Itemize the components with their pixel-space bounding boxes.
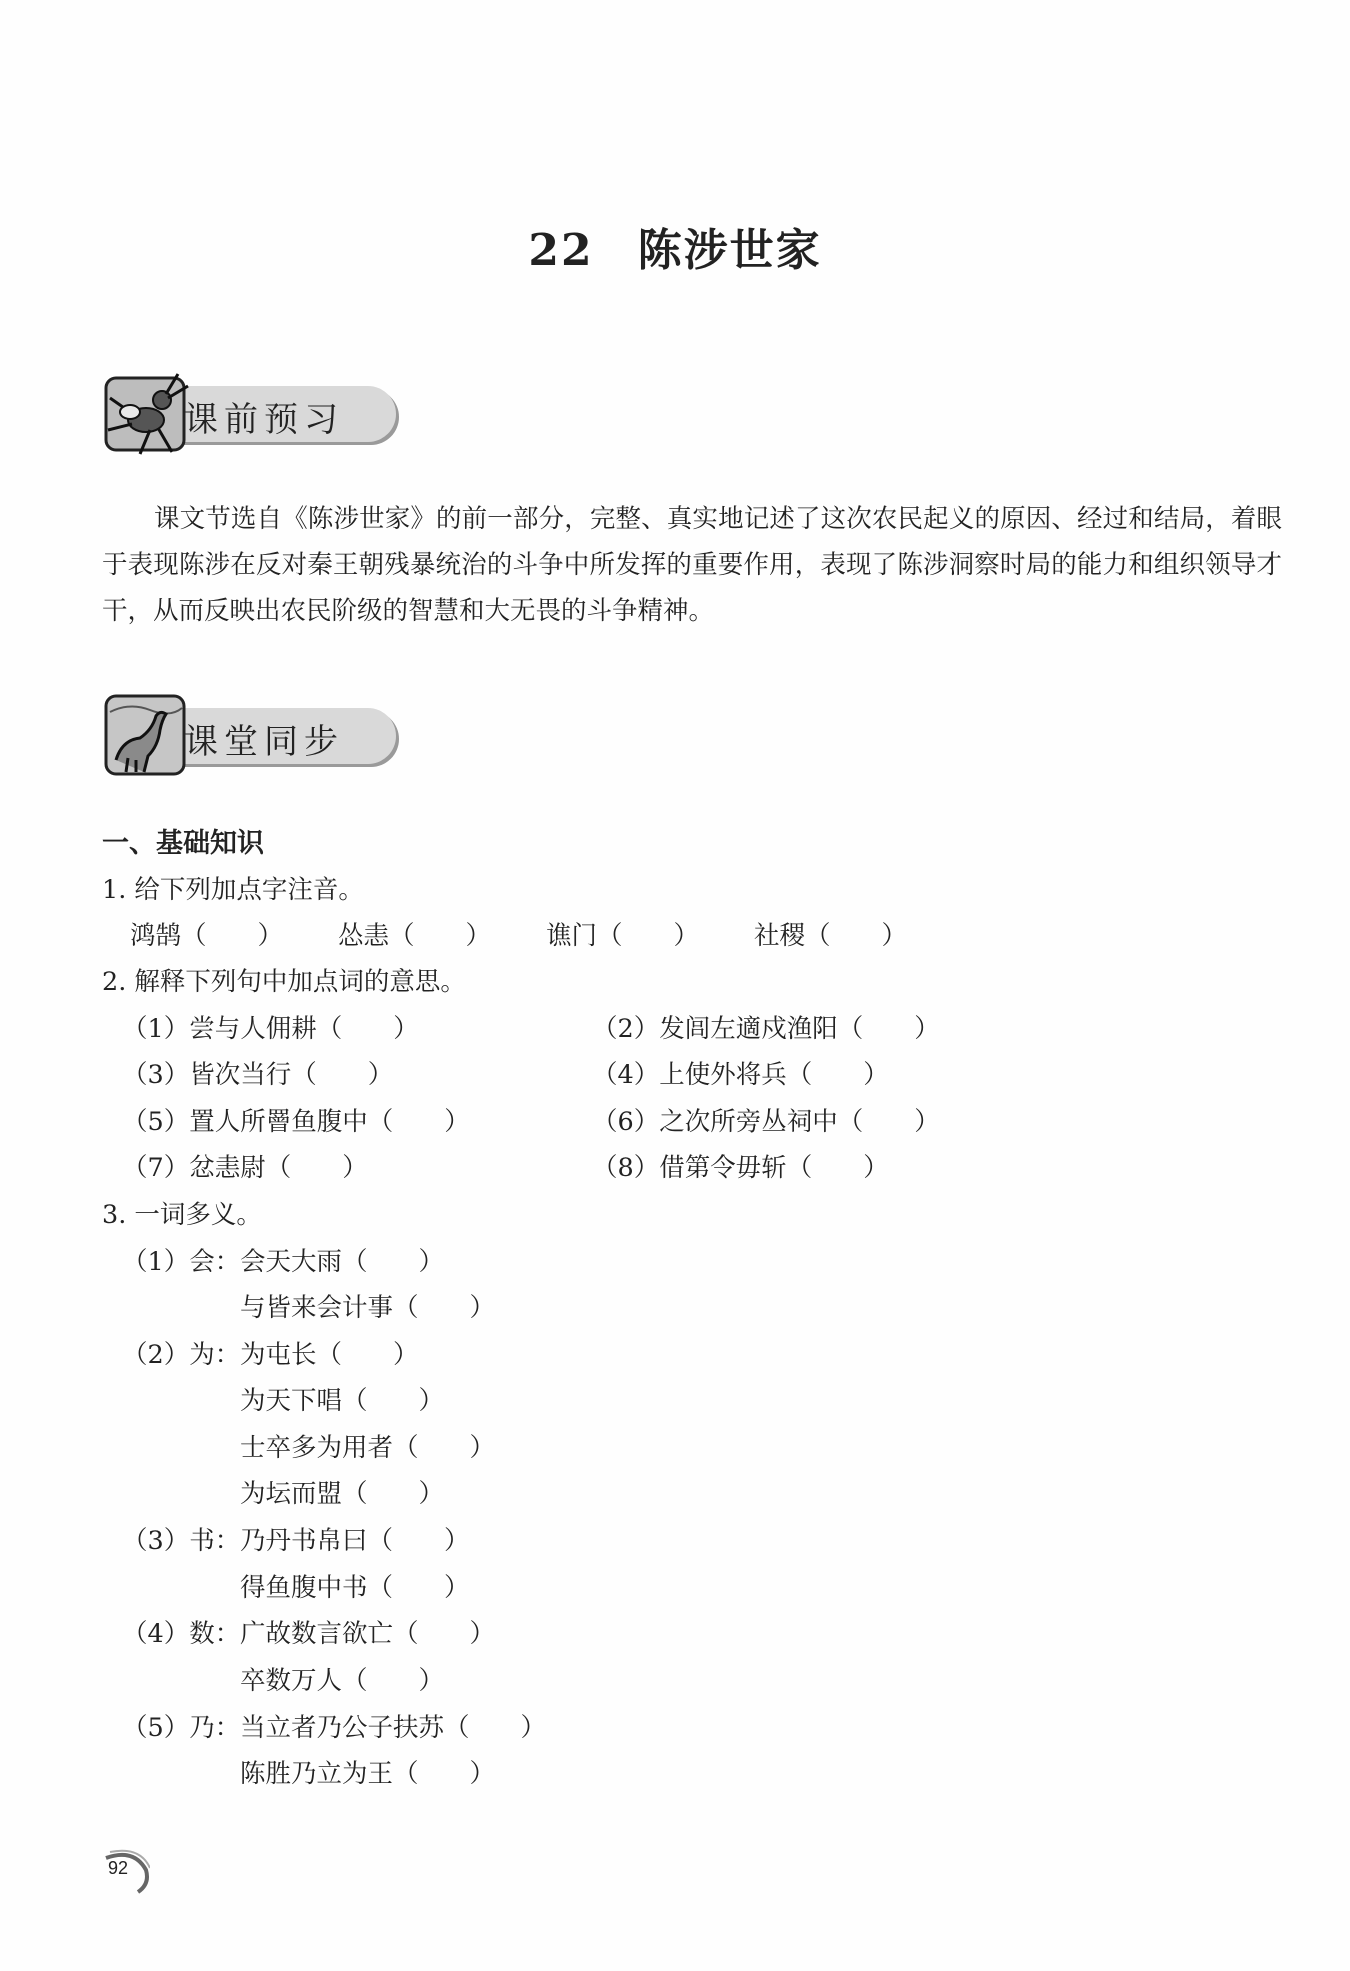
preview-paragraph [102, 496, 1282, 634]
q1-item: 社稷（ ） [754, 921, 908, 951]
preview-heading: 课前预习 [184, 400, 344, 440]
q3-group-head: （3）书： [122, 1526, 241, 1556]
q2-item: （6）之次所旁丛祠中（ ） [592, 1107, 940, 1137]
lesson-number: 22 [528, 225, 594, 276]
q1-label: 1. 给下列加点字注音。 [102, 875, 364, 905]
q2-item: （4）上使外将兵（ ） [592, 1060, 889, 1090]
q3-line: 为屯长（ ） [240, 1340, 419, 1370]
sync-heading: 课堂同步 [184, 722, 344, 762]
q2-item: （2）发闾左適戍渔阳（ ） [592, 1014, 940, 1044]
q3-group-head: （5）乃： [122, 1713, 241, 1743]
q3-group-head: （1）会： [122, 1247, 241, 1277]
q1-item: 谯门（ ） [546, 921, 700, 951]
dinosaur-icon [100, 690, 192, 782]
q3-line: 卒数万人（ ） [240, 1666, 445, 1696]
q3-line: 广故数言欲亡（ ） [240, 1619, 496, 1649]
q2-item: （1）尝与人佣耕（ ） [122, 1014, 419, 1044]
lesson-name: 陈涉世家 [637, 225, 822, 276]
q3-line: 当立者乃公子扶苏（ ） [240, 1713, 547, 1743]
q3-line: 为坛而盟（ ） [240, 1479, 445, 1509]
q2-item: （5）置人所罾鱼腹中（ ） [122, 1107, 470, 1137]
page-number: 92 [108, 1858, 129, 1878]
q3-label: 3. 一词多义。 [102, 1200, 262, 1230]
preview-section-header [100, 368, 400, 458]
q1-item: 怂恚（ ） [338, 921, 492, 951]
q1-item: 鸿鹄（ ） [130, 921, 284, 951]
q3-line: 士卒多为用者（ ） [240, 1433, 496, 1463]
q2-item: （3）皆次当行（ ） [122, 1060, 394, 1090]
part1-heading: 一、基础知识 [102, 828, 264, 859]
q3-line: 为天下唱（ ） [240, 1386, 445, 1416]
preview-text: 课文节选自《陈涉世家》的前一部分，完整、真实地记述了这次农民起义的原因、经过和结局，着眼于表现陈涉在反对秦王朝残暴统治的斗争中所发挥的重要作用，表现了陈涉洞察时局的能力和组织领导才干，从而反映出农民阶级的智慧和大无畏的斗争精神。 [102, 504, 1282, 626]
sync-section-header [100, 690, 400, 780]
q2-item: （7）忿恚尉（ ） [122, 1153, 368, 1183]
lesson-title [0, 214, 1350, 278]
q3-line: 会天大雨（ ） [240, 1247, 445, 1277]
q3-line: 得鱼腹中书（ ） [240, 1573, 470, 1603]
q2-item: （8）借第令毋斩（ ） [592, 1153, 889, 1183]
ant-icon [100, 368, 192, 460]
q3-line: 陈胜乃立为王（ ） [240, 1759, 496, 1789]
q3-group-head: （4）数： [122, 1619, 241, 1649]
q3-group-head: （2）为： [122, 1340, 241, 1370]
q3-line: 乃丹书帛曰（ ） [240, 1526, 470, 1556]
q3-line: 与皆来会计事（ ） [240, 1293, 496, 1323]
q2-label: 2. 解释下列句中加点词的意思。 [102, 967, 466, 997]
